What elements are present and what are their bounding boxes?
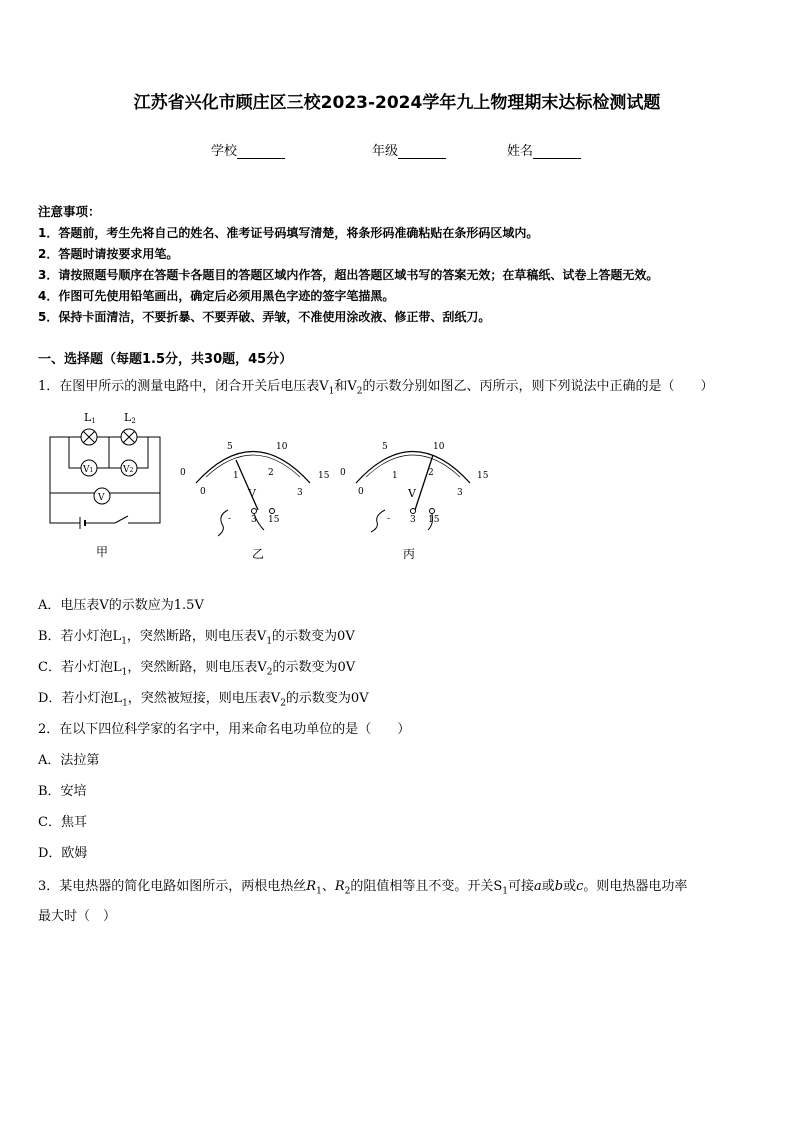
tick-5: 5 (227, 442, 233, 452)
question-1-stem: 1．在图甲所示的测量电路中，闭合开关后电压表$V_1$和$V_2$的示数分别如图乙、丙所示，则下列说法中正确的是（ ） (38, 379, 714, 397)
school-label: 学校 (211, 144, 238, 159)
q1-option-a: A．电压表V的示数应为1.5V (38, 598, 204, 613)
tick-3: 3 (297, 488, 303, 498)
note-item: 5．保持卡面清洁，不要折暴、不要弄破、弄皱，不准使用涂改液、修正带、刮纸刀。 (38, 310, 491, 324)
tick-15: 15 (318, 471, 330, 481)
question-1-figure (40, 405, 500, 565)
name-label: 姓名 (507, 144, 534, 159)
tick-0: 0 (200, 487, 206, 497)
terminal-15: 15 (268, 515, 280, 525)
svg-text:2: 2 (428, 468, 434, 478)
svg-text:V: V (408, 487, 416, 500)
q1-option-c: C．若小灯泡$L_1$，突然断路，则电压表$V_2$的示数变为0V (38, 660, 356, 678)
q2-option-c: C．焦耳 (38, 815, 87, 830)
svg-text:5: 5 (382, 442, 388, 452)
school-field[interactable] (211, 140, 285, 159)
voltmeter-label: V (98, 493, 105, 503)
q2-option-d: D．欧姆 (38, 846, 88, 861)
tick-10: 10 (276, 442, 288, 452)
section-heading: 一、选择题（每题1.5分，共30题，45分） (38, 352, 293, 367)
notes-heading: 注意事项： (38, 204, 101, 219)
terminal-minus: - (228, 514, 232, 524)
voltmeter-2-label: V2 (123, 465, 134, 475)
svg-text:1: 1 (392, 471, 398, 481)
lamp-2-label: L2 (124, 411, 136, 425)
name-field[interactable] (507, 140, 581, 159)
tick-2: 2 (268, 468, 274, 478)
q1-option-d: D．若小灯泡$L_1$，突然被短接，则电压表$V_2$的示数变为0V (38, 691, 369, 709)
lamp-1-label: L1 (84, 411, 96, 425)
page-title: 江苏省兴化市顾庄区三校2023-2024学年九上物理期末达标检测试题 (133, 93, 661, 113)
q1-option-b: B．若小灯泡$L_1$，突然断路，则电压表$V_1$的示数变为0V (38, 629, 355, 647)
voltmeter-dial-yi (180, 442, 330, 561)
svg-text:10: 10 (433, 442, 445, 452)
question-3-stem: 3．某电热器的简化电路如图所示，两根电热丝$R_1$、$R_2$的阻值相等且不变。开关$S_1$可接a或b或c。则电热器电功率 (38, 879, 688, 897)
meter-unit: V (248, 487, 256, 500)
svg-text:0: 0 (340, 468, 346, 478)
q2-option-b: B．安培 (38, 784, 87, 799)
question-2-stem: 2．在以下四位科学家的名字中，用来命名电功单位的是（ ） (38, 722, 411, 737)
circuit-diagram (50, 429, 160, 529)
note-item: 3．请按照题号顺序在答题卡各题目的答题区域内作答，超出答题区域书写的答案无效；在草稿纸、试卷上答题无效。 (38, 268, 659, 282)
figure-jia-label: 甲 (96, 545, 109, 559)
svg-text:3: 3 (457, 488, 463, 498)
terminal-3: 3 (251, 515, 257, 525)
figure-yi-label: 乙 (252, 547, 265, 561)
voltmeter-dial-bing (340, 442, 489, 561)
q2-option-a: A．法拉第 (38, 753, 100, 768)
grade-field[interactable] (372, 140, 446, 159)
svg-text:3: 3 (410, 515, 416, 525)
note-item: 2．答题时请按要求用笔。 (38, 247, 179, 261)
tick-zero-top: 0 (180, 468, 186, 478)
note-item: 4．作图可先使用铅笔画出，确定后必须用黑色字迹的签字笔描黑。 (38, 289, 395, 303)
figure-bing-label: 丙 (403, 547, 416, 561)
note-item: 1．答题前，考生先将自己的姓名、准考证号码填写清楚，将条形码准确粘贴在条形码区域内。 (38, 226, 539, 240)
grade-label: 年级 (372, 144, 399, 159)
tick-1: 1 (233, 471, 239, 481)
svg-text:15: 15 (477, 471, 489, 481)
svg-text:15: 15 (428, 515, 440, 525)
svg-text:0: 0 (358, 487, 364, 497)
svg-text:-: - (387, 514, 391, 524)
voltmeter-1-label: V1 (83, 465, 94, 475)
question-3-stem-cont: 最大时（ ） (38, 909, 117, 924)
